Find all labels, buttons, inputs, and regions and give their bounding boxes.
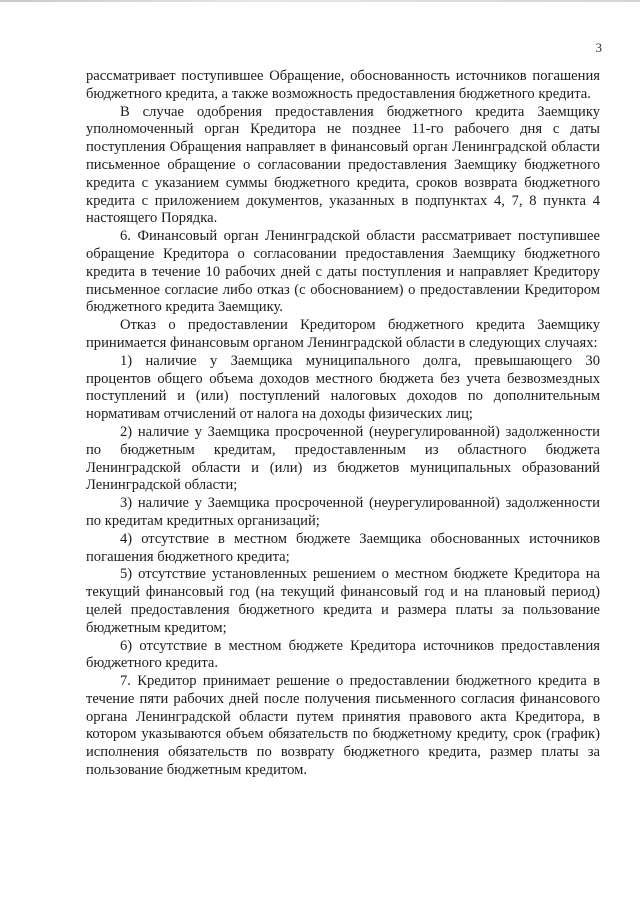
- list-item-2: 2) наличие у Заемщика просроченной (неурегулированной) задолженности по бюджетным кредитам, предоставленным из областного бюджета Ленинградской области и (или) из бюджетов муниципальных образований Ленинградской области;: [86, 423, 600, 494]
- list-item-6: 6) отсутствие в местном бюджете Кредитора источников предоставления бюджетного кредита.: [86, 637, 600, 672]
- list-item-1: 1) наличие у Заемщика муниципального долга, превышающего 30 процентов общего объема доходов местного бюджета без учета безвозмездных поступлений и (или) поступлений налоговых доходов по дополнительным нормативам отчислений от налога на доходы физических лиц;: [86, 352, 600, 423]
- paragraph-item-6: 6. Финансовый орган Ленинградской области рассматривает поступившее обращение Кредитора о согласовании предоставления Заемщику бюджетного кредита в течение 10 рабочих дней с даты поступления и направляет Кредитору письменное согласие либо отказ (с обоснованием) о предоставлении Кредитором бюджетного кредита Заемщику.: [86, 228, 600, 316]
- list-item-4: 4) отсутствие в местном бюджете Заемщика обоснованных источников погашения бюджетного кредита;: [86, 530, 600, 565]
- list-item-3: 3) наличие у Заемщика просроченной (неурегулированной) задолженности по кредитам кредитных организаций;: [86, 495, 600, 529]
- scan-top-edge: [0, 0, 640, 2]
- list-item-5: 5) отсутствие установленных решением о местном бюджете Кредитора на текущий финансовый год (на текущий финансовый год и на плановый период) целей предоставления бюджетного кредита и размера платы за пользование бюджетным кредитом;: [86, 566, 600, 636]
- paragraph-continuation: рассматривает поступившее Обращение, обоснованность источников погашения бюджетного кредита, а также возможность предоставления бюджетного кредита.: [86, 68, 600, 102]
- document-body: [86, 68, 600, 780]
- paragraph-approval: В случае одобрения предоставления бюджетного кредита Заемщику уполномоченный орган Кредитора не позднее 11-го рабочего дня с даты поступления Обращения направляет в финансовый орган Ленинградской области письменное обращение о согласовании предоставления Заемщику бюджетного кредита с указанием суммы бюджетного кредита, сроков возврата бюджетного кредита с приложением документов, указанных в подпунктах 4, 7, 8 пункта 4 настоящего Порядка.: [86, 103, 600, 227]
- paragraph-refusal-intro: Отказ о предоставлении Кредитором бюджетного кредита Заемщику принимается финансовым органом Ленинградской области в следующих случаях:: [86, 317, 600, 351]
- paragraph-item-7: 7. Кредитор принимает решение о предоставлении бюджетного кредита в течение пяти рабочих дней после получения письменного согласия финансового органа Ленинградской области путем принятия правового акта Кредитора, в котором указываются объем обязательств по бюджетному кредиту, срок (график) исполнения обязательств по возврату бюджетного кредита, размер платы за пользование бюджетным кредитом.: [86, 673, 600, 779]
- page-number: 3: [595, 40, 602, 55]
